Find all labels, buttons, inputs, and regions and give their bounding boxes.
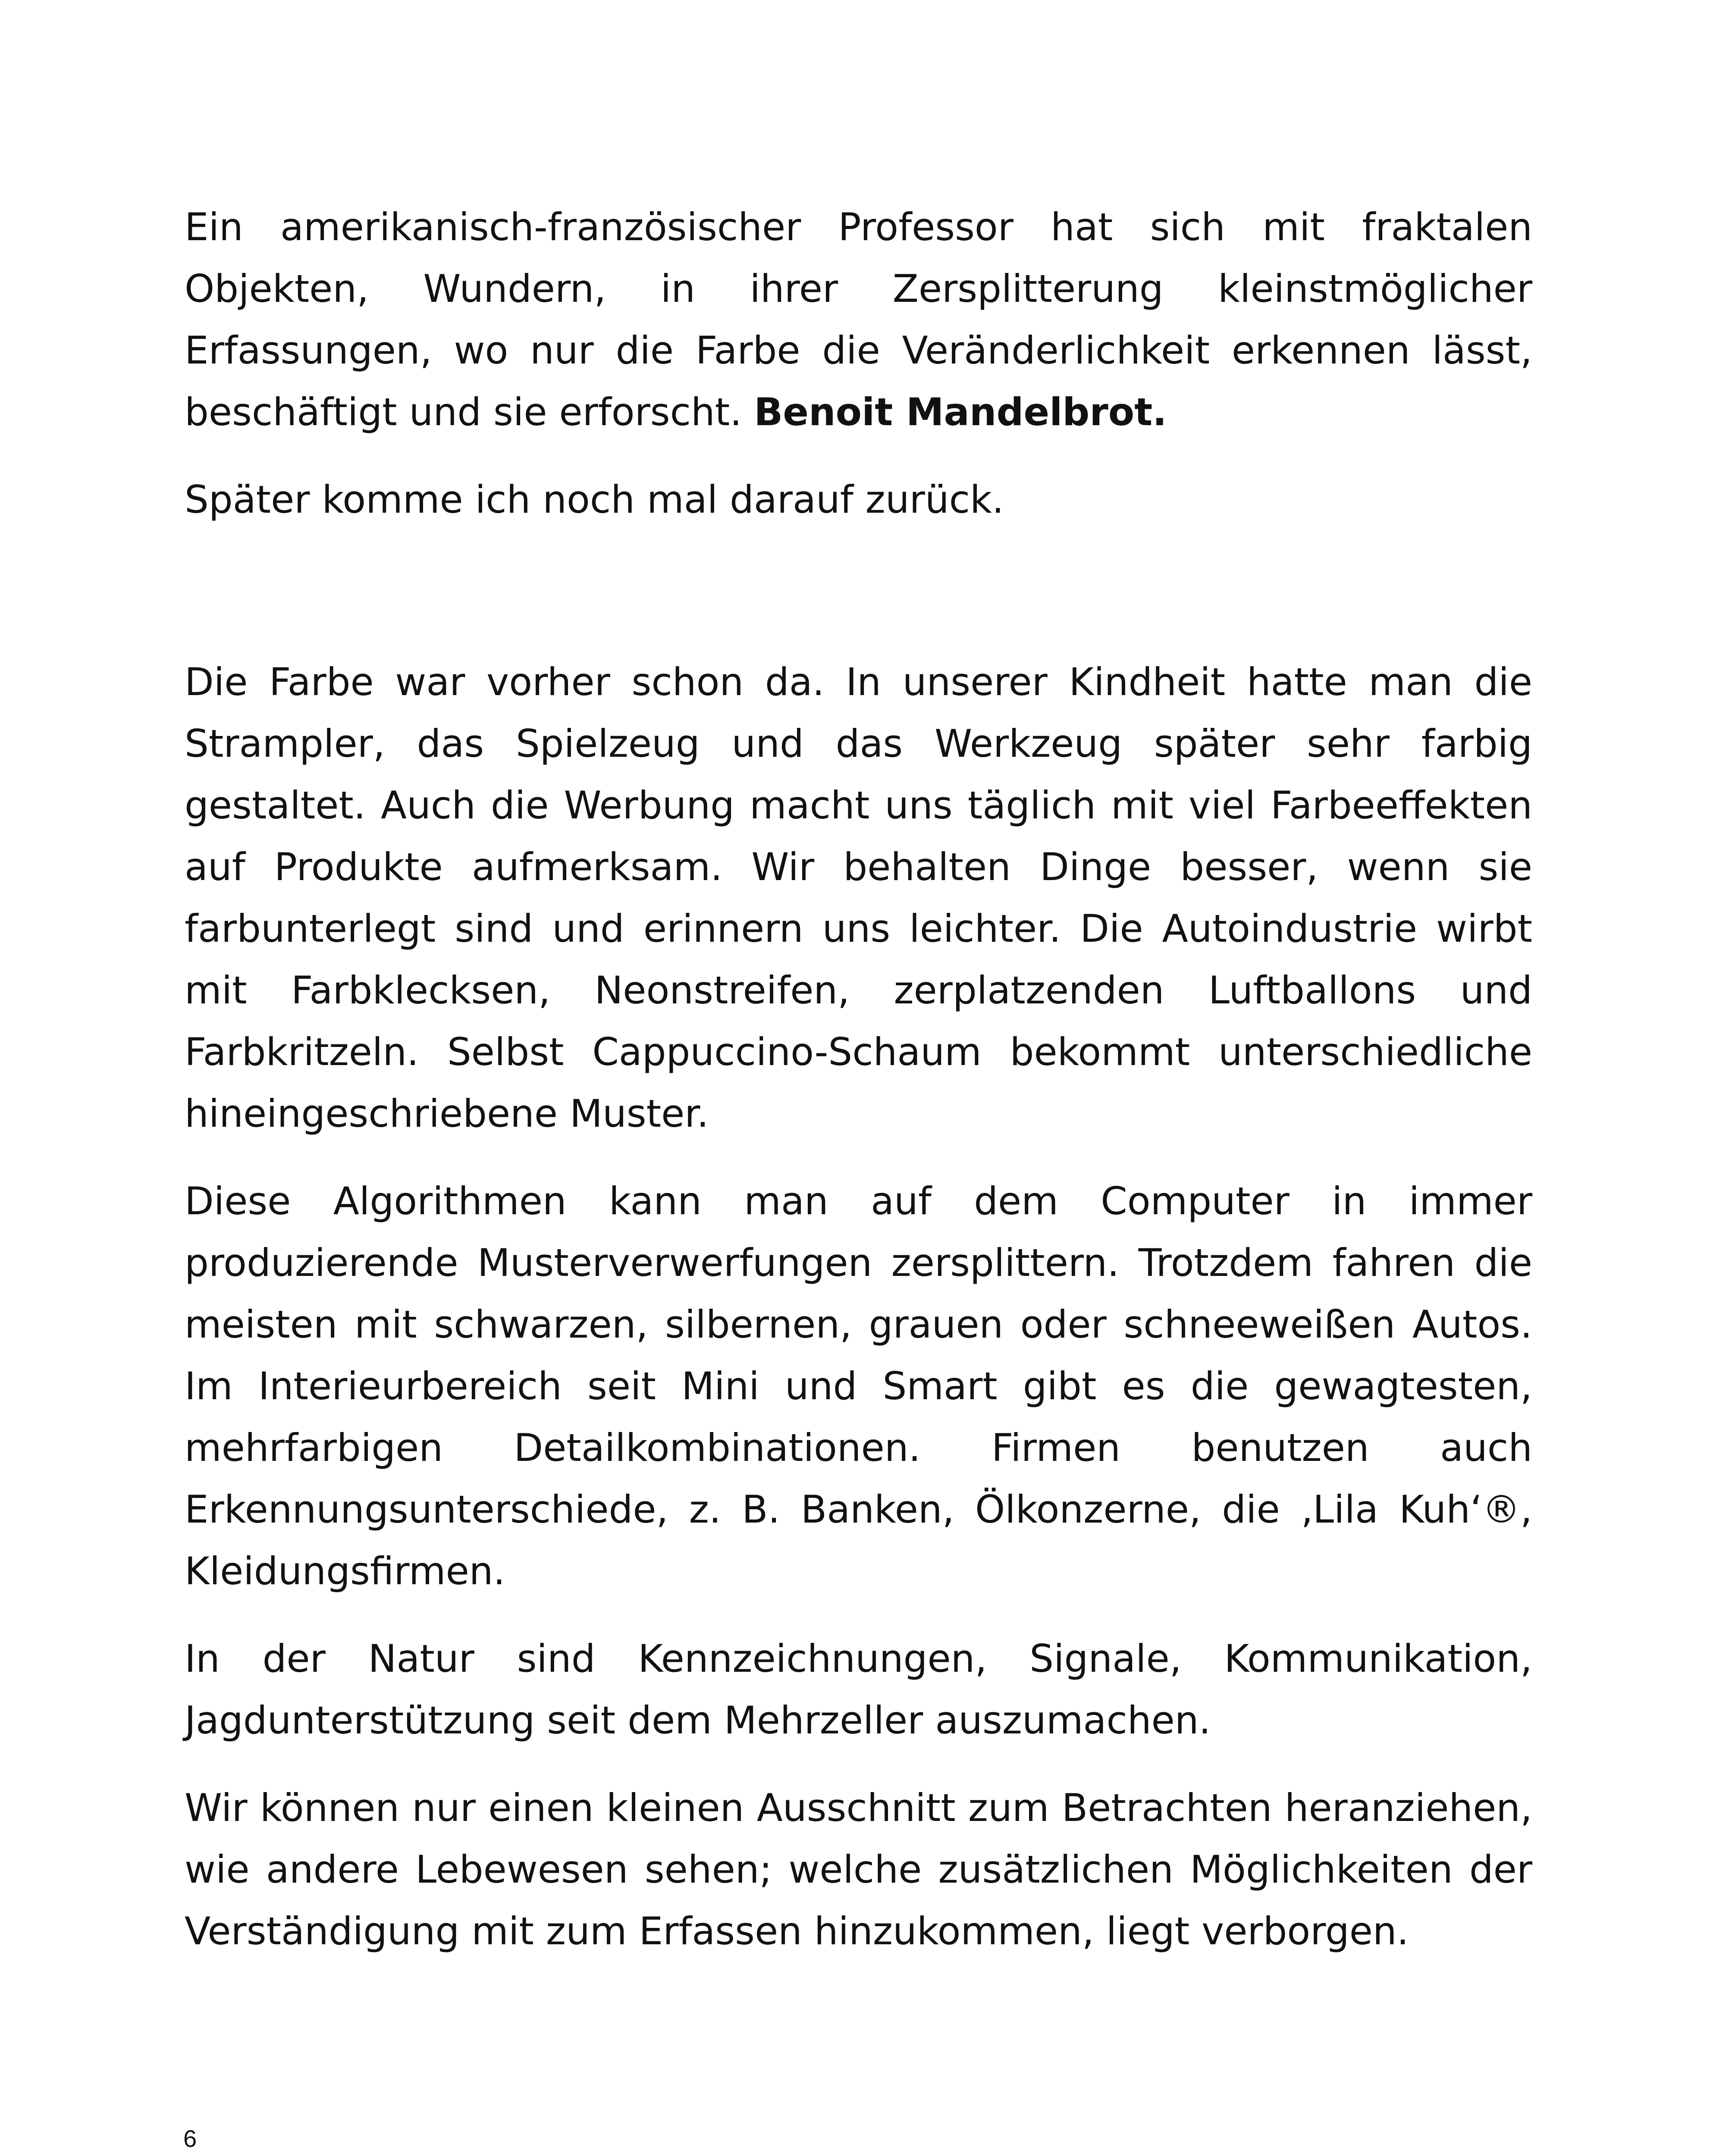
paragraph-algorithms [185, 1170, 1532, 1602]
paragraph-text: Wir können nur einen kleinen Ausschnitt zum Betrachten heranziehen, wie andere Lebewesen sehen; welche zusätzlichen Möglichkeiten der Verständigung mit zum Erfassen hinzukommen, liegt verborgen. [185, 1786, 1532, 1953]
page-number: 6 [183, 2125, 197, 2152]
paragraph-text: Diese Algorithmen kann man auf dem Computer in immer produzierende Musterverwerfungen zersplittern. Trotzdem fahren die meisten mit schwarzen, silbernen, grauen oder schneeweißen Autos. Im Interieurbereich seit Mini und Smart gibt es die gewagtesten, mehrfarbigen Detailkombinationen. Firmen benutzen auch Erkennungsunterschiede, z. B. Banken, Ölkonzerne, die ‚Lila Kuh‘®, Kleidungsfirmen. [185, 1179, 1532, 1593]
paragraph-nature [185, 1628, 1532, 1751]
paragraph-perception [185, 1777, 1532, 1962]
paragraph-text: Die Farbe war vorher schon da. In unserer Kindheit hatte man die Strampler, das Spielzeug und das Werkzeug später sehr farbig gestaltet. Auch die Werbung macht uns täglich mit viel Farbeeffekten auf Produkte aufmerksam. Wir behalten Dinge besser, wenn sie farbunterlegt sind und erinnern uns leichter. Die Autoindustrie wirbt mit Farbklecksen, Neonstreifen, zerplatzenden Luftballons und Farbkritzeln. Selbst Cappuccino-Schaum bekommt unterschiedliche hineingeschriebene Muster. [185, 660, 1532, 1136]
body-text [185, 196, 1532, 1962]
paragraph-later [185, 469, 1532, 530]
paragraph-color-history [185, 651, 1532, 1144]
bold-name: Benoit Mandelbrot. [754, 390, 1167, 434]
paragraph-text: In der Natur sind Kennzeichnungen, Signale, Kommunikation, Jagdunterstützung seit dem Mehrzeller auszumachen. [185, 1636, 1532, 1742]
paragraph-text: Ein amerikanisch-französischer Professor hat sich mit fraktalen Objekten, Wundern, in ihrer Zersplitterung kleinstmöglicher Erfassungen, wo nur die Farbe die Veränderlichkeit erkennen lässt, beschäftigt und sie erforscht. [185, 205, 1532, 434]
paragraph-mandelbrot [185, 196, 1532, 443]
paragraph-text: Später komme ich noch mal darauf zurück. [185, 477, 1004, 522]
